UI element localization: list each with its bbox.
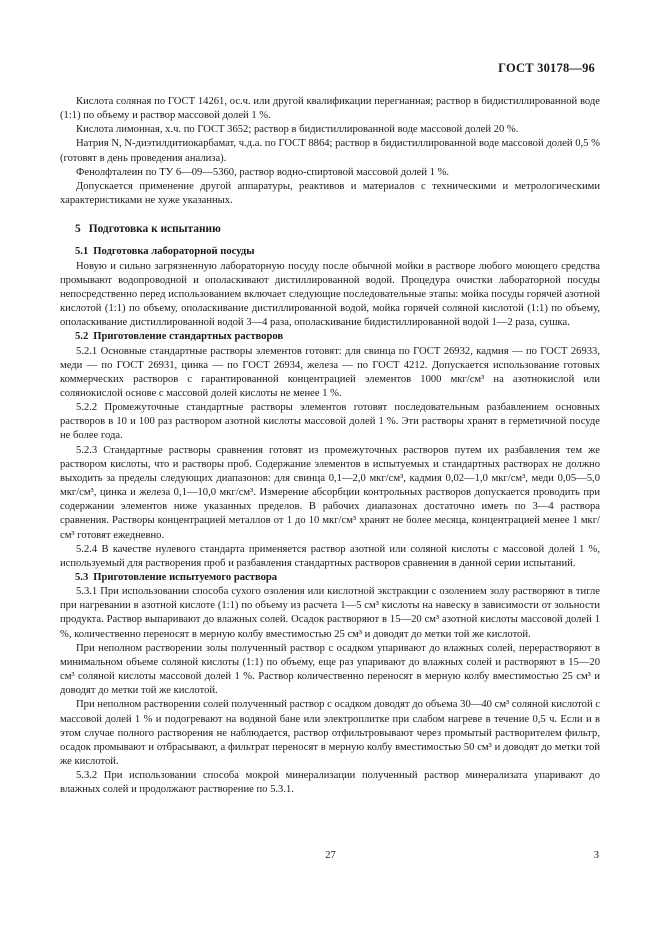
subsection-number: 5.1 <box>75 246 89 258</box>
section-title: Подготовка к испытанию <box>88 223 221 236</box>
document-code-header: ГОСТ 30178—96 <box>498 61 595 75</box>
page-number: 27 <box>325 850 336 861</box>
subsection-5-1-text: Новую и сильно загрязненную лабораторную посуду после обычной мойки в растворе любого моющего средства промывают водопроводной и ополаскивают дистиллированной водой. Процедура очистки лабораторной посуды непосредственно перед использованием включает следующие последовательные этапы: мойка посуды горячей азотной кислотой (1:1) по объему, ополаскивание дистиллированной водой, мойка горячей соляной кислотой (1:1) по объему, ополаскивание дистиллированной водой 3—4 раза, ополаскивание бидистиллированной водой 1—2 раза, сушка. <box>60 260 600 329</box>
paragraph-5-3-2: 5.3.2 При использовании способа мокрой минерализации полученный раствор минерализата упаривают до влажных солей и продолжают растворение по 5.3.1. <box>60 770 600 796</box>
subsection-5-2-heading <box>75 330 600 344</box>
subsection-title: Приготовление стандартных растворов <box>93 331 284 343</box>
reagent-paragraph: Допускается применение другой аппаратуры, реактивов и материалов с техническими и метрологическими характеристиками не хуже указанных. <box>60 180 600 207</box>
subsection-number: 5.2 <box>75 331 89 343</box>
sheet-number: 3 <box>593 850 599 861</box>
reagent-paragraph: Натрия N, N-диэтилдитиокарбамат, ч.д.а. по ГОСТ 8864; раствор в бидистиллированной воде массовой долей 0,5 % (готовят в день проведения анализа). <box>60 138 600 164</box>
subsection-title: Приготовление испытуемого раствора <box>93 572 278 583</box>
paragraph-5-3-1-cont: При неполном растворении солей полученный раствор с осадком доводят до объема 30—40 см³ соляной кислотой с массовой долей 1 % и подогревают на водяной бане или электроплитке при слабом нагреве в течение 0,5 ч. Если и в этом случае полного растворения не наблюдается, раствор отфильтровывают через промытый растворителем фильтр, осадок промывают и отбрасывают, а фильтрат переносят в мерную колбу вместимостью 50 см³ и доводят до метки той же кислотой. <box>60 699 600 768</box>
subsection-title: Подготовка лабораторной посуды <box>93 246 255 258</box>
document-body <box>60 95 600 798</box>
reagent-paragraph: Кислота соляная по ГОСТ 14261, ос.ч. или другой квалификации перегнанная; раствор в бидистиллированной воде (1:1) по объему и раствор массовой долей 1 %. <box>60 96 600 122</box>
subsection-number: 5.3 <box>75 572 89 583</box>
paragraph-5-2-1: 5.2.1 Основные стандартные растворы элементов готовят: для свинца по ГОСТ 26932, кадмия — по ГОСТ 26933, меди — по ГОСТ 26931, цинка — по ГОСТ 26934, железа — по ГОСТ 4212. Допускается использование готовых коммерческих растворов с гарантированной концентрацией элементов 1000 мкг/см³ на азотнокислой или солянокислой основе с массовой долей кислоты не менее 1 %. <box>60 345 600 399</box>
paragraph-5-3-1: 5.3.1 При использовании способа сухого озоления или кислотной экстракции с озолением золу растворяют в тигле при нагревании в азотной кислоте (1:1) по объему из расчета 1—5 см³ кислоты на навеску в зависимости от зольности продукта. Раствор выпаривают до влажных солей. Осадок растворяют в 15—20 см³ азотной кислоты массовой долей 1 %, количественно переносят в мерную колбу вместимостью 25 см³ и доводят до метки той же кислотой. <box>60 586 600 640</box>
paragraph-5-2-4: 5.2.4 В качестве нулевого стандарта применяется раствор азотной или соляной кислоты с массовой долей 1 %, используемый для растворения проб и разбавления стандартных растворов сравнения в данной серии испытаний. <box>60 543 600 569</box>
section-5-heading <box>75 222 600 236</box>
paragraph-5-3-1-cont: При неполном растворении золы полученный раствор с осадком упаривают до влажных солей, перерастворяют в минимальном объеме соляной кислоты (1:1) по объему, еще раз упаривают до влажных солей и растворяют в 15—20 см³ соляной кислоты массовой долей 1 %. Раствор количественно переносят в мерную колбу вместимостью 25 см³ и доводят до метки той же кислотой. <box>60 642 600 697</box>
paragraph-5-2-2: 5.2.2 Промежуточные стандартные растворы элементов готовят последовательным разбавлением основных растворов в 10 и 100 раз раствором азотной кислоты массовой долей 1 %. Эти растворы хранят в герметичной посуде не более года. <box>60 402 600 442</box>
subsection-5-3-heading <box>75 571 600 585</box>
paragraph-5-2-3: 5.2.3 Стандартные растворы сравнения готовят из промежуточных растворов путем их разбавления тем же раствором кислоты, что и растворы проб. Содержание элементов в испытуемых и стандартных растворах не должно выходить за пределы следующих диапазонов: для свинца 0,1—2,0 мкг/см³, кадмия 0,02—1,0 мкг/см³, меди 0,05—5,0 мкг/см³, цинка и железа 0,1—10,0 мкг/см³. Измерение абсорбции контрольных растворов допускается проводить при содержании элементов ниже указанных пределов. В рабочих диапазонах достаточно иметь по 3—4 раствора сравнения. Растворы концентрацией металлов от 1 до 10 мкг/см³ хранят не более месяца, концентрацией менее 1 мкг/см³ готовят ежедневно. <box>60 444 600 541</box>
subsection-5-1-heading <box>75 245 600 259</box>
section-number: 5 <box>75 223 81 236</box>
reagent-paragraph: Фенолфталеин по ТУ 6—09—5360, раствор водно-спиртовой массовой долей 1 %. <box>76 166 450 178</box>
reagent-paragraph: Кислота лимонная, х.ч. по ГОСТ 3652; раствор в бидистиллированной воде массовой долей 20 %. <box>76 124 519 136</box>
